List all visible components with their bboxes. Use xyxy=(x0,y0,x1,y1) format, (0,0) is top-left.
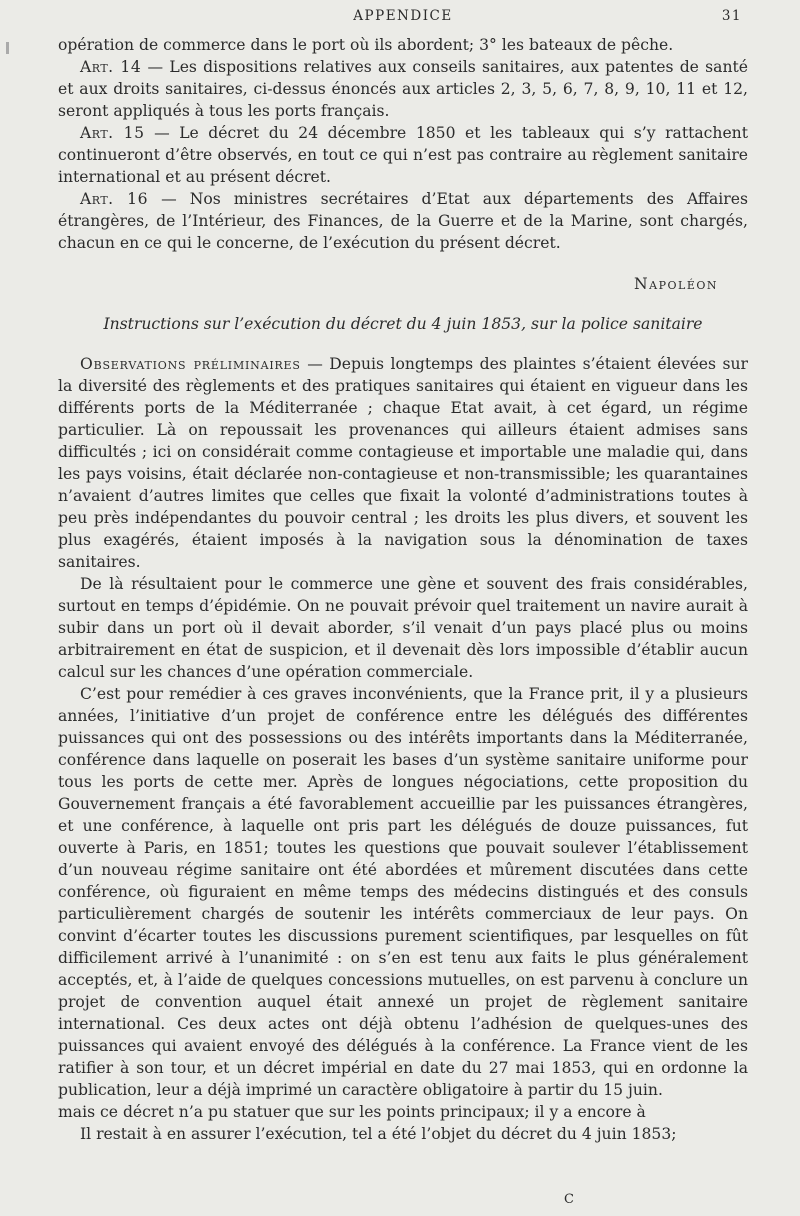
signature-mark: C xyxy=(564,1192,574,1207)
article-15-text: — Le décret du 24 décembre 1850 et les tableaux qui s’y rattachent continueront d’être observés, en tout ce qui n’est pas contraire au règlement sanitaire international et au présent décret. xyxy=(58,124,748,186)
paragraph-continuation: opération de commerce dans le port où ils abordent; 3° les bateaux de pêche. xyxy=(58,36,674,54)
article-16-label: Art. 16 xyxy=(80,190,149,208)
body-text xyxy=(58,34,748,1145)
article-14-text: — Les dispositions relatives aux conseils sanitaires, aux patentes de santé et aux droits sanitaires, ci-dessus énoncés aux articles 2, 3, 5, 6, 7, 8, 9, 10, 11 et 12, seront appliqués à tous les ports français. xyxy=(58,58,748,120)
article-14-label: Art. 14 xyxy=(80,58,142,76)
observations-text: — Depuis longtemps des plaintes s’étaient élevées sur la diversité des règlements et des pratiques sanitaires qui étaient en vigueur dans les différents ports de la Méditerranée ; chaque Etat avait, à cet égard, un régime particulier. Là on repoussait les provenances qui ailleurs étaient admises sans difficultés ; ici on considérait comme contagieuse et importable une maladie qui, dans les pays voisins, était déclarée non-contagieuse et non-transmissible; les quarantaines n’avaient d’autres limites que celles que fixait la volonté d’administrations toutes à peu près indépendantes du pouvoir central ; les droits les plus divers, et souvent les plus exagérés, étaient imposés à la navigation sous la dénomination de taxes sanitaires. xyxy=(58,355,749,571)
article-15-label: Art. 15 xyxy=(80,124,145,142)
running-head-title: APPENDICE xyxy=(353,8,453,24)
article-16 xyxy=(58,188,748,254)
running-head xyxy=(58,8,748,32)
observations-label: Observations préliminaires xyxy=(80,355,301,373)
paragraph-conference: C’est pour remédier à ces graves inconvénients, que la France prit, il y a plusieurs années, l’initiative d’un projet de conférence entre les délégués des différentes puissances qui ont des possessions ou des intérêts importants dans la Méditerranée, conférence dans laquelle on poserait les bases d’un système sanitaire uniforme pour tous les ports de cette mer. Après de longues négociations, cette proposition du Gouvernement français a été favorablement accueillie par les puissances étrangères, et une conférence, à laquelle ont pris part les délégués de douze puissances, fut ouverte à Paris, en 1851; toutes les questions que pouvait soulever l’établissement d’un nouveau régime sanitaire ont été abordées et mûrement discutées dans cette conférence, où figuraient en même temps des médecins distingués et des consuls particulièrement chargés de soutenir les intérêts commerciaux de leur pays. On convint d’écarter toutes les discussions purement scientifiques, par lesquelles on fût difficilement arrivé à l’unanimité : on s’en est tenu aux faits le plus généralement acceptés, et, à l’aide de quelques concessions mutuelles, on est parvenu à conclure un projet de convention auquel était annexé un projet de règlement sanitaire international. Ces deux actes ont déjà obtenu l’adhésion de quelques-unes des puissances qui avaient envoyé des délégués à la conférence. La France vient de les ratifier à son tour, et un décret impérial en date du 27 mai 1853, qui en ordonne la publication, leur a déjà imprimé un caractère obligatoire à partir du 15 juin. xyxy=(58,685,748,1099)
signature-napoleon: Napoléon xyxy=(634,275,718,293)
page-number: 31 xyxy=(721,8,742,24)
article-16-text: — Nos ministres secrétaires d’Etat aux départements des Affaires étrangères, de l’Intérieur, des Finances, de la Guerre et de la Marine, sont chargés, chacun en ce qui le concerne, de l’exécution du présent décret. xyxy=(58,190,748,252)
paragraph-il-restait: Il restait à en assurer l’exécution, tel a été l’objet du décret du 4 juin 1853; xyxy=(80,1125,677,1143)
section-title: Instructions sur l’exécution du décret du 4 juin 1853, sur la police sanitaire xyxy=(103,315,703,333)
article-15 xyxy=(58,122,748,188)
scan-fleck xyxy=(6,42,9,54)
article-14 xyxy=(58,56,748,122)
paragraph-mais: mais ce décret n’a pu statuer que sur les points principaux; il y a encore à xyxy=(58,1103,646,1121)
observations-paragraph xyxy=(58,353,748,573)
paragraph-consequences: De là résultaient pour le commerce une gène et souvent des frais considérables, surtout en temps d’épidémie. On ne pouvait prévoir quel traitement un navire aurait à subir dans un port où il devait aborder, s’il venait d’un pays placé plus ou moins arbitrairement en état de suspicion, et il devenait dès lors impossible d’établir aucun calcul sur les chances d’une opération commerciale. xyxy=(58,575,748,681)
